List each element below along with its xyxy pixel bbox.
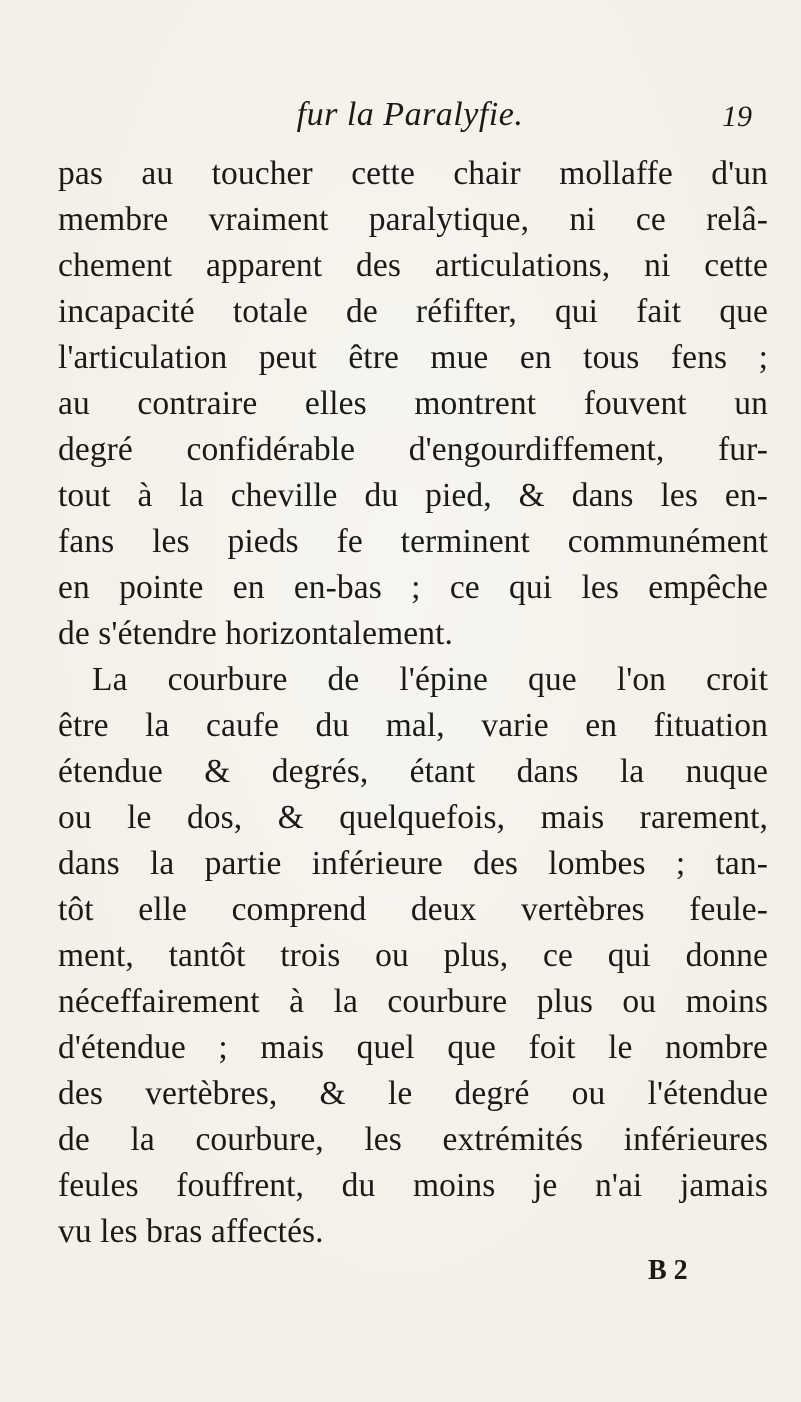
text-line: de s'étendre horizontalement.	[58, 615, 453, 652]
text-line: l'articulation peut être mue en tous fens ;	[58, 339, 768, 376]
text-line: de la courbure, les extrémités inférieures	[58, 1121, 768, 1158]
text-line: néceffairement à la courbure plus ou moins	[58, 983, 768, 1020]
text-line: degré confidérable d'engourdiffement, fur-	[58, 431, 768, 468]
text-line: au contraire elles montrent fouvent un	[58, 385, 768, 422]
text-line: tout à la cheville du pied, & dans les en-	[58, 477, 768, 514]
text-line: en pointe en en-bas ; ce qui les empêche	[58, 569, 768, 606]
text-line: incapacité totale de réfifter, qui fait que	[58, 293, 768, 330]
text-line: ou le dos, & quelquefois, mais rarement,	[58, 799, 768, 836]
text-line: vu les bras affectés.	[58, 1213, 324, 1250]
text-line: La courbure de l'épine que l'on croit	[92, 661, 768, 698]
text-line: tôt elle comprend deux vertèbres feule-	[58, 891, 768, 928]
text-line: étendue & degrés, étant dans la nuque	[58, 753, 768, 790]
text-line: dans la partie inférieure des lombes ; tan-	[58, 845, 768, 882]
page-number: 19	[722, 100, 752, 133]
text-line: ment, tantôt trois ou plus, ce qui donne	[58, 937, 768, 974]
text-line: fans les pieds fe terminent communément	[58, 523, 768, 560]
body-text	[58, 151, 768, 1255]
running-head: fur la Paralyfie.	[296, 96, 524, 133]
text-line: membre vraiment paralytique, ni ce relâ-	[58, 201, 768, 238]
text-line: être la caufe du mal, varie en fituation	[58, 707, 768, 744]
page-header	[0, 96, 801, 140]
text-line: des vertèbres, & le degré ou l'étendue	[58, 1075, 768, 1112]
text-line: chement apparent des articulations, ni cette	[58, 247, 768, 284]
text-line: feules fouffrent, du moins je n'ai jamais	[58, 1167, 768, 1204]
catchword: B 2	[648, 1255, 688, 1286]
text-line: pas au toucher cette chair mollaffe d'un	[58, 155, 768, 192]
text-line: d'étendue ; mais quel que foit le nombre	[58, 1029, 768, 1066]
